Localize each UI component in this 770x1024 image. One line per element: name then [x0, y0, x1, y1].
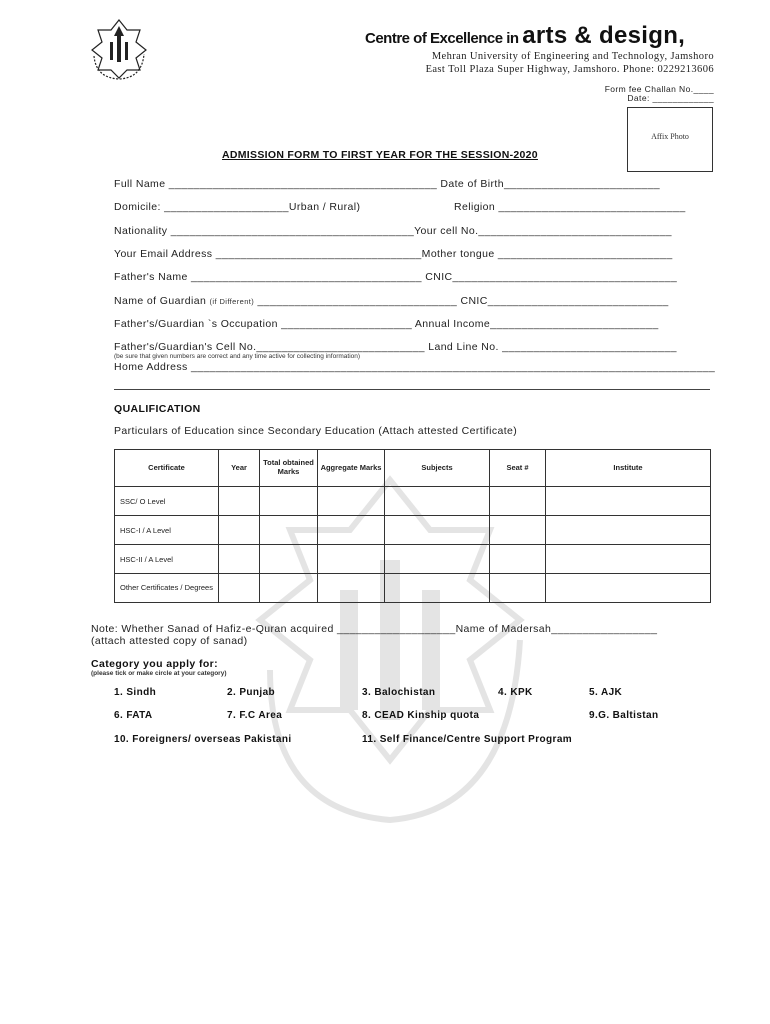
cell-input[interactable]: [260, 516, 318, 545]
photo-label: Affix Photo: [651, 132, 689, 141]
category-punjab[interactable]: 2. Punjab: [227, 687, 276, 698]
sanad-field[interactable]: Note: Whether Sanad of Hafiz-e-Quran acquired ___________________Name of Madersah_________________: [91, 623, 658, 635]
form-title: ADMISSION FORM TO FIRST YEAR FOR THE SESSION-2020: [222, 149, 538, 161]
cell-input[interactable]: [318, 516, 385, 545]
address-line-2: East Toll Plaza Super Highway, Jamshoro. Phone: 0229213606: [425, 64, 714, 75]
cell-input[interactable]: [385, 516, 490, 545]
row-label: HSC-I / A Level: [115, 516, 219, 545]
cell-input[interactable]: [490, 574, 546, 603]
category-ajk[interactable]: 5. AJK: [589, 687, 623, 698]
col-institute: Institute: [546, 450, 711, 487]
institute-title-big: arts & design,: [522, 22, 686, 49]
cell-input[interactable]: [219, 574, 260, 603]
occupation-field[interactable]: Father's/Guardian `s Occupation _____________________ Annual Income___________________________: [114, 318, 659, 330]
education-table: [114, 449, 711, 603]
category-sindh[interactable]: 1. Sindh: [114, 687, 157, 698]
table-row: [115, 516, 711, 545]
category-balochistan[interactable]: 3. Balochistan: [362, 687, 436, 698]
cell-input[interactable]: [490, 487, 546, 516]
domicile-field[interactable]: Domicile: ____________________Urban / Rural): [114, 201, 361, 213]
guardian-rest: ________________________________ CNIC_____________________________: [254, 295, 669, 307]
cell-input[interactable]: [219, 487, 260, 516]
cell-input[interactable]: [219, 516, 260, 545]
guardian-label: Name of Guardian: [114, 295, 210, 307]
qualification-subtitle: Particulars of Education since Secondary Education (Attach attested Certificate): [114, 425, 518, 437]
cell-input[interactable]: [219, 545, 260, 574]
religion-field[interactable]: Religion ______________________________: [454, 201, 686, 213]
col-aggregate: Aggregate Marks: [318, 450, 385, 487]
cell-input[interactable]: [546, 487, 711, 516]
full-name-field[interactable]: Full Name ___________________________________________ Date of Birth_________________________: [114, 178, 660, 190]
father-name-field[interactable]: Father's Name _____________________________________ CNIC____________________________________: [114, 271, 678, 283]
guardian-field[interactable]: [114, 295, 669, 307]
cell-input[interactable]: [546, 545, 711, 574]
cell-input[interactable]: [385, 545, 490, 574]
table-row: [115, 574, 711, 603]
cell-input[interactable]: [546, 574, 711, 603]
category-foreigners[interactable]: 10. Foreigners/ overseas Pakistani: [114, 734, 292, 745]
cell-input[interactable]: [318, 545, 385, 574]
row-label: HSC-II / A Level: [115, 545, 219, 574]
category-hint: (please tick or make circle at your category): [91, 670, 227, 677]
col-subjects: Subjects: [385, 450, 490, 487]
table-row: [115, 487, 711, 516]
col-certificate: Certificate: [115, 450, 219, 487]
col-seat: Seat #: [490, 450, 546, 487]
sanad-note: (attach attested copy of sanad): [91, 635, 248, 647]
cell-input[interactable]: [318, 487, 385, 516]
institute-title-small: Centre of Excellence in: [365, 30, 523, 47]
cell-input[interactable]: [260, 574, 318, 603]
cell-note: (be sure that given numbers are correct and any time active for collecting information): [114, 353, 361, 360]
cell-input[interactable]: [385, 487, 490, 516]
challan-field[interactable]: Form fee Challan No.____: [604, 84, 714, 94]
cell-input[interactable]: [546, 516, 711, 545]
cell-input[interactable]: [260, 545, 318, 574]
category-self-finance[interactable]: 11. Self Finance/Centre Support Program: [362, 734, 573, 745]
cell-input[interactable]: [385, 574, 490, 603]
cell-input[interactable]: [490, 545, 546, 574]
guardian-note: (if Different): [209, 297, 255, 306]
qualification-heading: QUALIFICATION: [114, 403, 201, 415]
nationality-field[interactable]: Nationality _______________________________________Your cell No._______________________________: [114, 225, 672, 237]
date-field[interactable]: Date: ____________: [627, 93, 714, 103]
category-gilgit-baltistan[interactable]: 9.G. Baltistan: [589, 710, 659, 721]
category-fata[interactable]: 6. FATA: [114, 710, 153, 721]
home-address-field[interactable]: Home Address ____________________________________________________________________________________: [114, 361, 716, 373]
email-field[interactable]: Your Email Address _________________________________Mother tongue ____________________________: [114, 248, 673, 260]
category-fc-area[interactable]: 7. F.C Area: [227, 710, 283, 721]
cell-field[interactable]: Father's/Guardian's Cell No.___________________________ Land Line No. ____________________________: [114, 341, 677, 353]
row-label: SSC/ O Level: [115, 487, 219, 516]
col-total-marks: Total obtained Marks: [260, 450, 318, 487]
table-header-row: [115, 450, 711, 487]
photo-box[interactable]: [627, 107, 713, 172]
address-line-1: Mehran University of Engineering and Technology, Jamshoro: [431, 51, 714, 62]
cell-input[interactable]: [260, 487, 318, 516]
category-kpk[interactable]: 4. KPK: [498, 687, 533, 698]
table-row: [115, 545, 711, 574]
row-label: Other Certificates / Degrees: [115, 574, 219, 603]
col-year: Year: [219, 450, 260, 487]
institute-title: [365, 22, 685, 50]
category-heading: Category you apply for:: [91, 658, 219, 670]
category-cead[interactable]: 8. CEAD Kinship quota: [362, 710, 480, 721]
cell-input[interactable]: [490, 516, 546, 545]
university-logo: [86, 18, 152, 80]
cell-input[interactable]: [318, 574, 385, 603]
address-line-extra[interactable]: [114, 389, 710, 390]
